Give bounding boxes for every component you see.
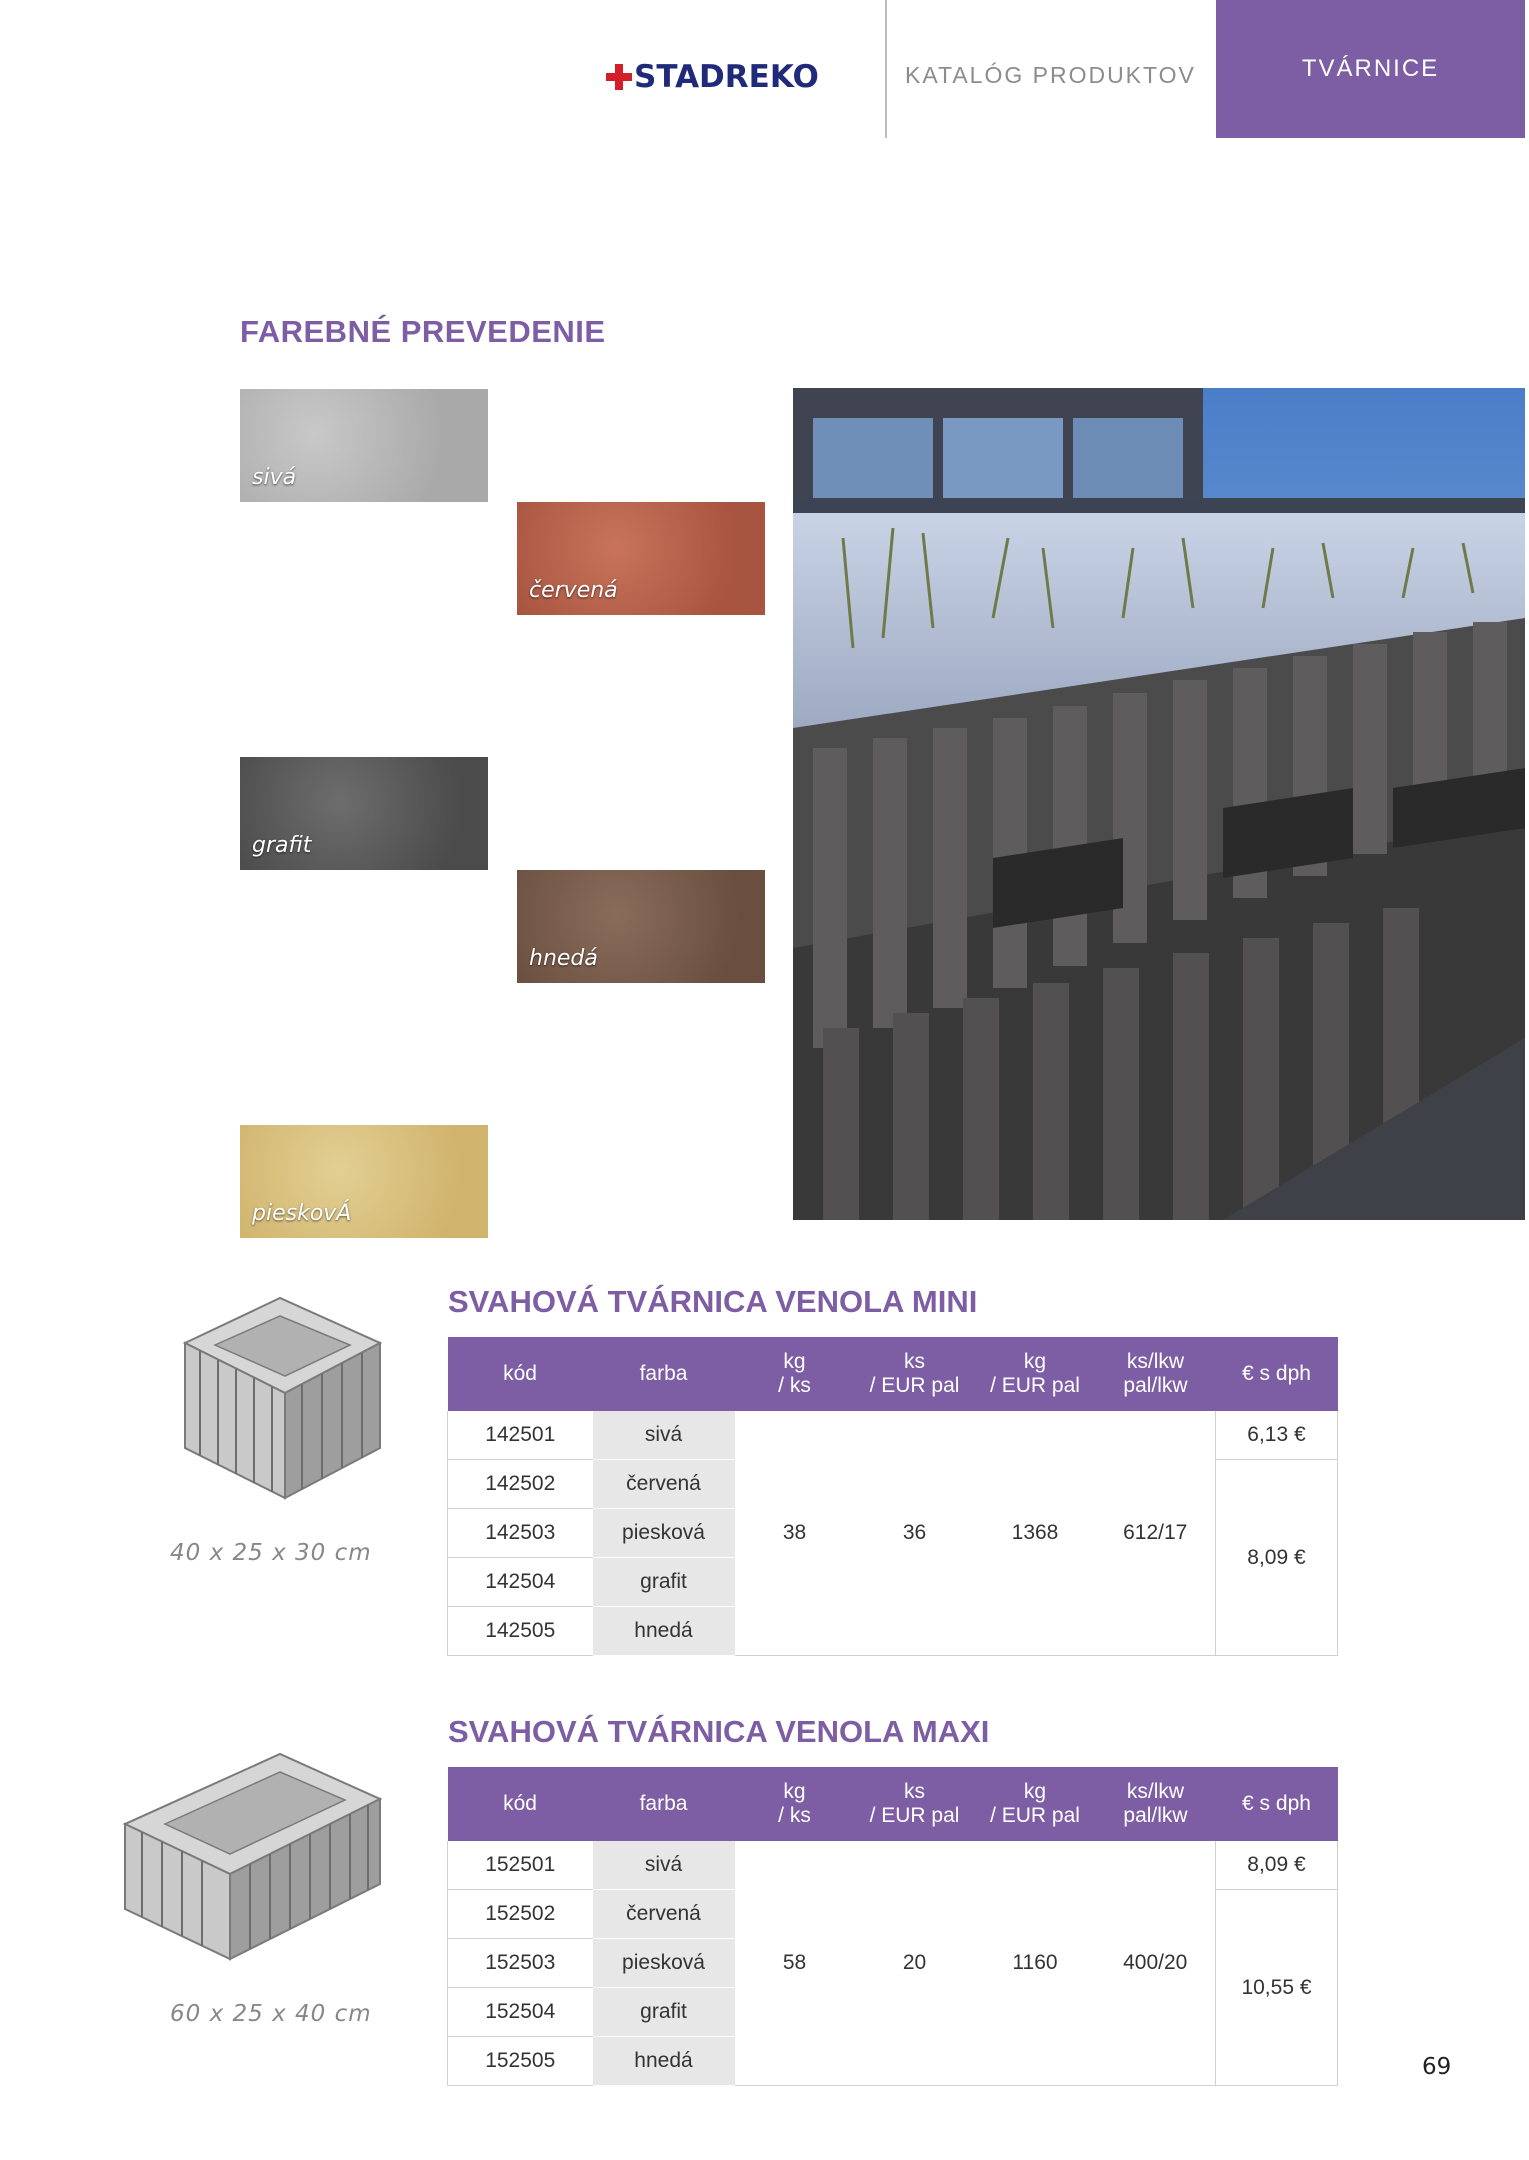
product-photo <box>793 388 1525 1220</box>
cell-color: hnedá <box>593 2037 735 2086</box>
cell-code: 142504 <box>448 1558 593 1607</box>
cell-color: hnedá <box>593 1607 735 1656</box>
col-header-kg-eur: kg / EUR pal <box>975 1767 1096 1841</box>
dimensions-maxi: 60 x 25 x 40 cm <box>170 2001 372 2027</box>
swatch-siva <box>240 389 488 502</box>
cell-code: 142501 <box>448 1411 593 1460</box>
table-row <box>448 1411 1338 1460</box>
cell-color: sivá <box>593 1411 735 1460</box>
table-header-row <box>448 1337 1338 1411</box>
cell-color: piesková <box>593 1939 735 1988</box>
cell-ks-eur-pal: 36 <box>855 1411 975 1656</box>
section-tab: TVÁRNICE <box>1216 0 1525 138</box>
cell-code: 142505 <box>448 1607 593 1656</box>
cell-ks-lkw: 400/20 <box>1096 1841 1216 2086</box>
swatch-label: pieskovÁ <box>252 1201 352 1226</box>
dimensions-mini: 40 x 25 x 30 cm <box>170 1540 372 1566</box>
swatch-grafit <box>240 757 488 870</box>
cell-color: červená <box>593 1890 735 1939</box>
stadreko-logo <box>606 58 842 96</box>
cell-code: 152501 <box>448 1841 593 1890</box>
swatch-label: sivá <box>252 465 297 490</box>
col-header-kg-ks: kg / ks <box>735 1767 855 1841</box>
cell-code: 142503 <box>448 1509 593 1558</box>
col-header-ks-lkw: ks/lkw pal/lkw <box>1096 1337 1216 1411</box>
cell-color: červená <box>593 1460 735 1509</box>
cell-price-grey: 6,13 € <box>1216 1411 1338 1460</box>
table-header-row <box>448 1767 1338 1841</box>
cell-ks-lkw: 612/17 <box>1096 1411 1216 1656</box>
swatch-label: červená <box>529 578 618 603</box>
cell-kg-eur-pal: 1368 <box>975 1411 1096 1656</box>
cell-code: 152503 <box>448 1939 593 1988</box>
col-header-ks-lkw: ks/lkw pal/lkw <box>1096 1767 1216 1841</box>
col-header-farba: farba <box>593 1337 735 1411</box>
cross-icon <box>606 64 632 90</box>
cell-code: 152504 <box>448 1988 593 2037</box>
col-header-ks-eur: ks / EUR pal <box>855 1767 975 1841</box>
cell-price-color: 8,09 € <box>1216 1460 1338 1656</box>
col-header-farba: farba <box>593 1767 735 1841</box>
swatch-pieskova <box>240 1125 488 1238</box>
spec-table-mini <box>447 1337 1338 1656</box>
col-header-kg-ks: kg / ks <box>735 1337 855 1411</box>
catalog-label: KATALÓG PRODUKTOV <box>905 62 1196 88</box>
col-header-kg-eur: kg / EUR pal <box>975 1337 1096 1411</box>
header-divider <box>885 0 887 138</box>
col-header-price: € s dph <box>1216 1337 1338 1411</box>
logo-text: STADREKO <box>634 58 819 95</box>
cell-color: grafit <box>593 1558 735 1607</box>
col-header-kod: kód <box>448 1337 593 1411</box>
cell-ks-eur-pal: 20 <box>855 1841 975 2086</box>
swatch-hneda <box>517 870 765 983</box>
cell-price-grey: 8,09 € <box>1216 1841 1338 1890</box>
cell-kg-eur-pal: 1160 <box>975 1841 1096 2086</box>
swatch-label: grafit <box>252 833 312 858</box>
cell-code: 152502 <box>448 1890 593 1939</box>
cell-code: 142502 <box>448 1460 593 1509</box>
cell-color: sivá <box>593 1841 735 1890</box>
col-header-price: € s dph <box>1216 1767 1338 1841</box>
cell-code: 152505 <box>448 2037 593 2086</box>
cell-color: grafit <box>593 1988 735 2037</box>
colors-section-title: FAREBNÉ PREVEDENIE <box>240 314 606 349</box>
table-row <box>448 1841 1338 1890</box>
cell-color: piesková <box>593 1509 735 1558</box>
block-illustration-maxi <box>120 1724 385 1964</box>
spec-table-maxi <box>447 1767 1338 2086</box>
block-illustration-mini <box>180 1288 390 1508</box>
cell-kg-ks: 38 <box>735 1411 855 1656</box>
swatch-label: hnedá <box>529 946 598 971</box>
product-title-mini: SVAHOVÁ TVÁRNICA VENOLA MINI <box>448 1284 978 1319</box>
swatch-cervena <box>517 502 765 615</box>
cell-kg-ks: 58 <box>735 1841 855 2086</box>
page-number: 69 <box>1422 2054 1452 2080</box>
cell-price-color: 10,55 € <box>1216 1890 1338 2086</box>
col-header-ks-eur: ks / EUR pal <box>855 1337 975 1411</box>
product-title-maxi: SVAHOVÁ TVÁRNICA VENOLA MAXI <box>448 1714 990 1749</box>
col-header-kod: kód <box>448 1767 593 1841</box>
